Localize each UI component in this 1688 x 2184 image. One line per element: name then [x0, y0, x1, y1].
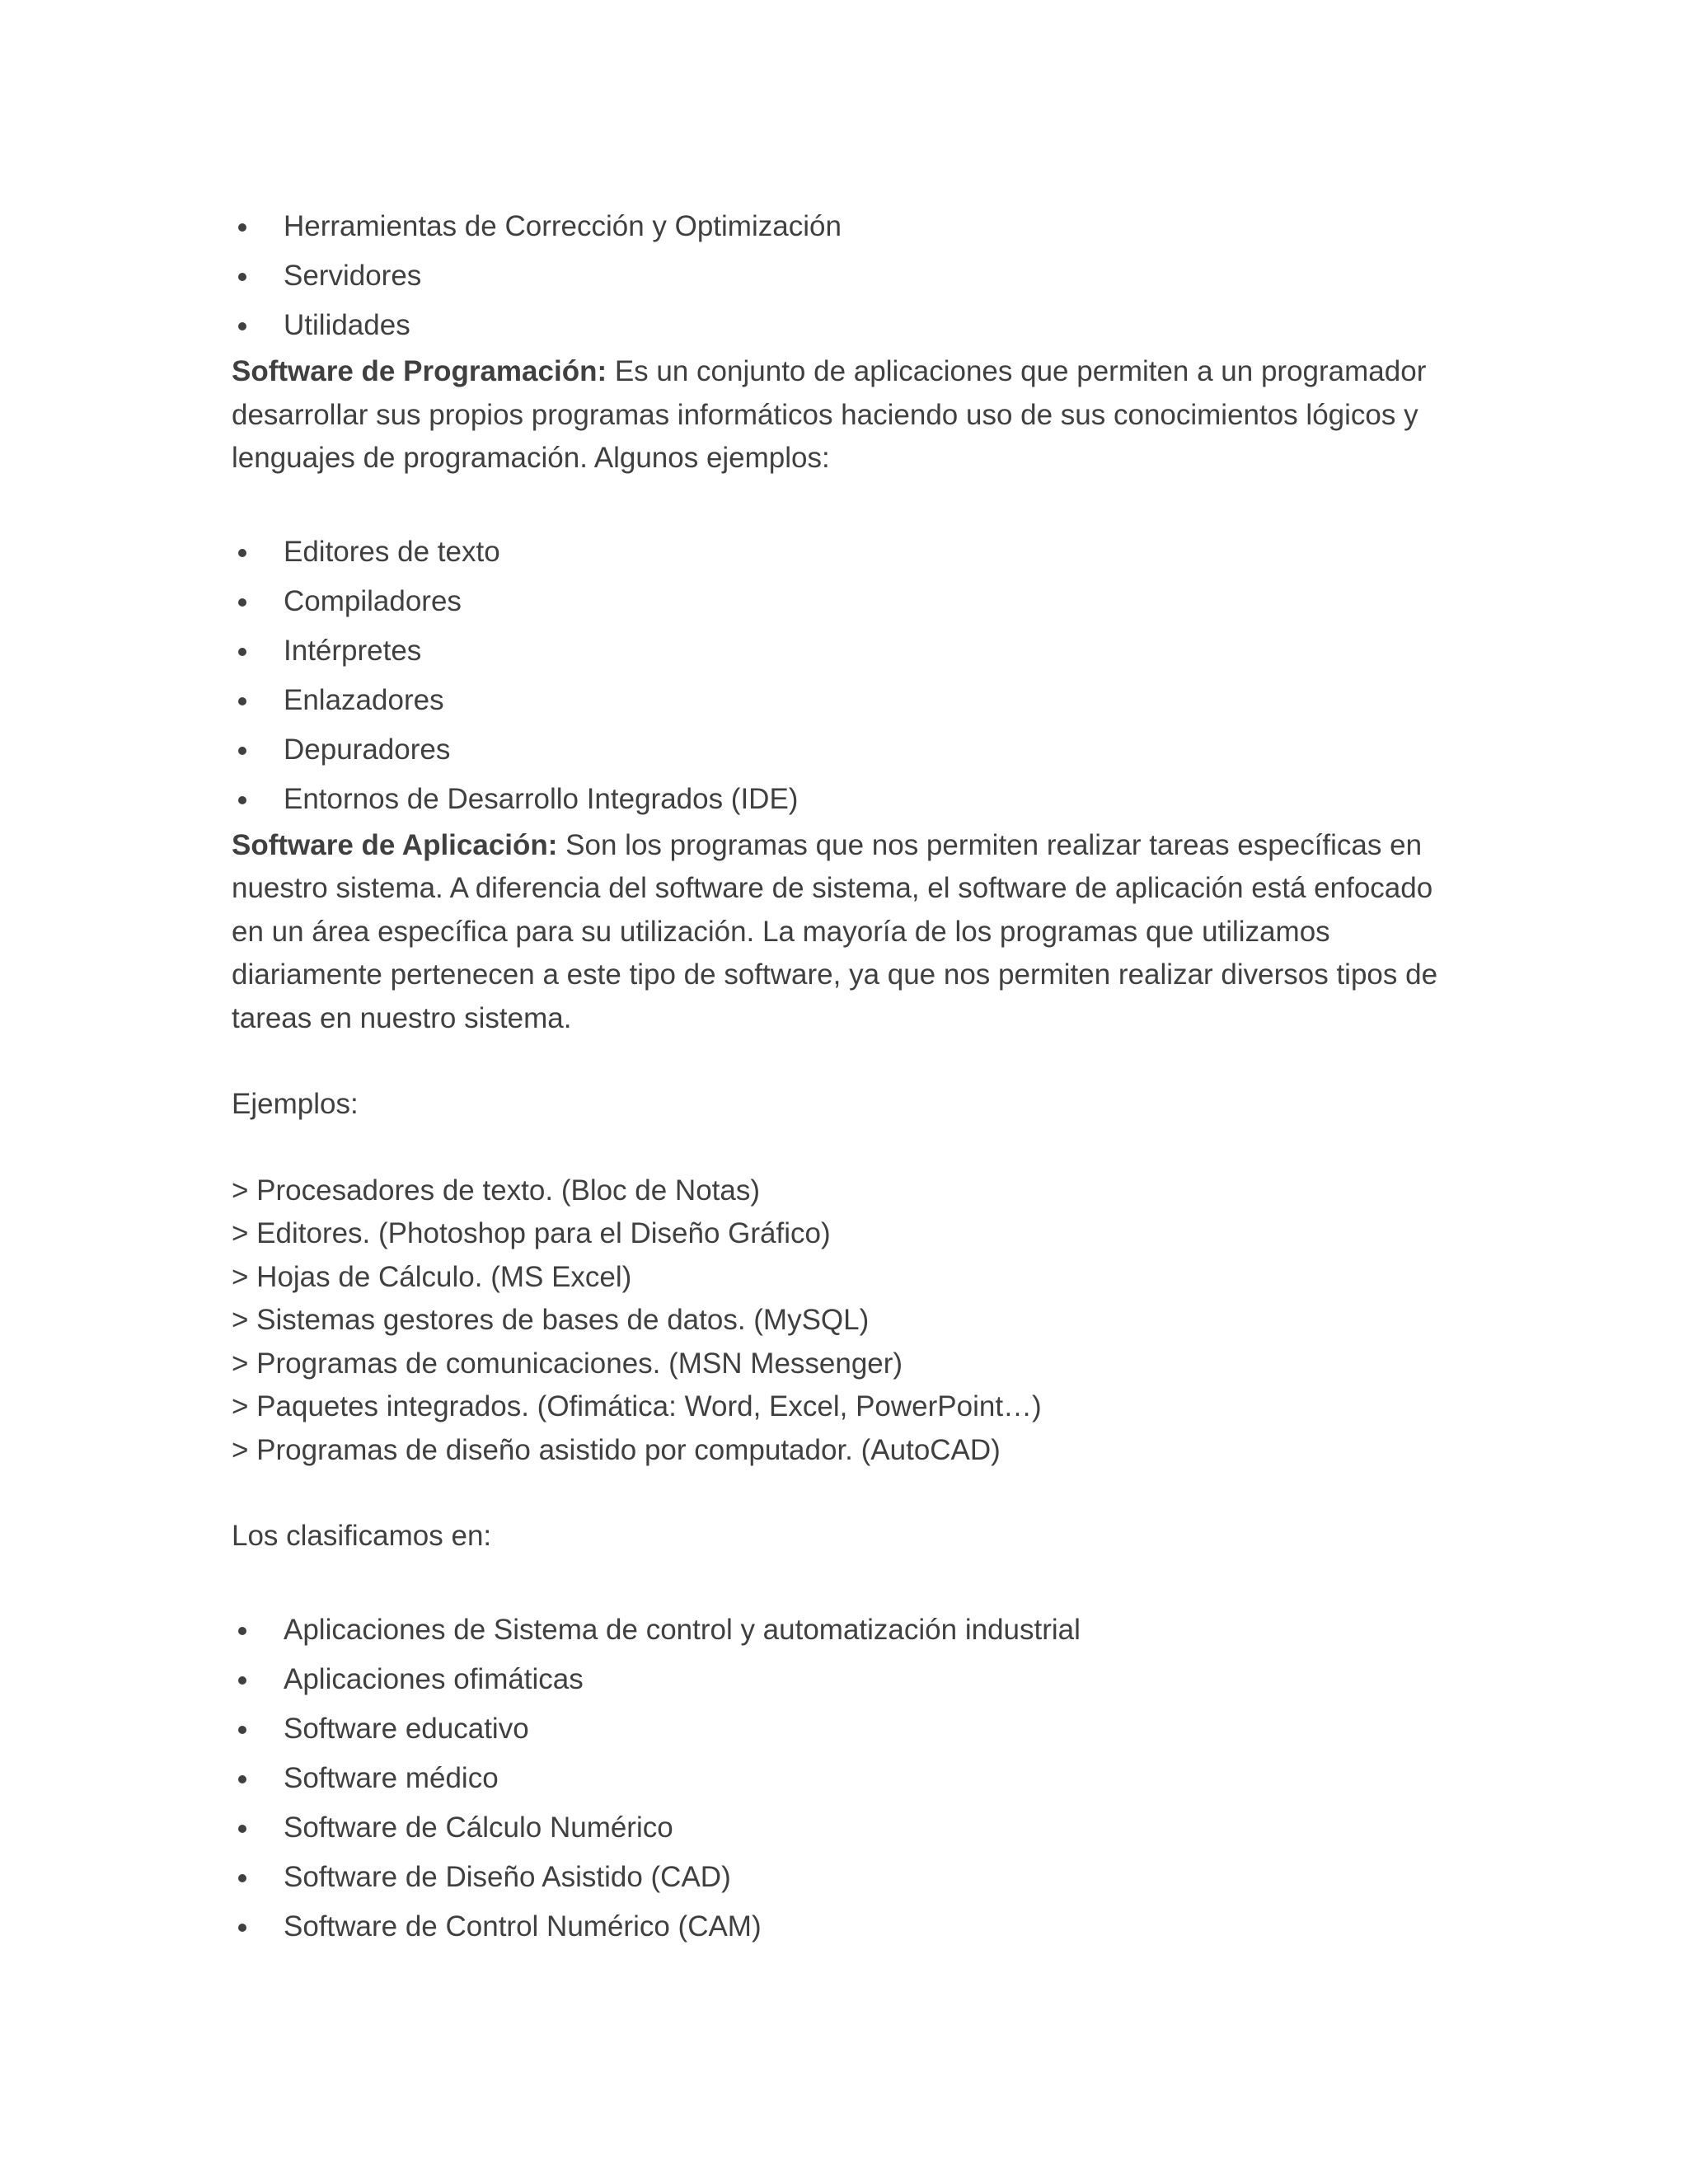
- list-item: Entornos de Desarrollo Integrados (IDE): [232, 775, 1468, 824]
- bullet-icon: [238, 1676, 246, 1685]
- list-item: Software educativo: [232, 1704, 1468, 1754]
- bullet-icon: [238, 1825, 246, 1833]
- programming-software-paragraph: [232, 350, 1468, 480]
- list-item: > Paquetes integrados. (Ofimática: Word, Excel, PowerPoint…): [232, 1390, 1042, 1422]
- software-tools-list: [232, 202, 1468, 350]
- list-item: Utilidades: [232, 301, 1468, 350]
- list-item: Aplicaciones ofimáticas: [232, 1655, 1468, 1704]
- bullet-icon: [238, 273, 246, 281]
- application-software-text: Son los programas que nos permiten realizar tareas específicas en nuestro sistema. A diferencia del software de sistema, el software de aplicación está enfocado en un área específica para su utilización. La mayoría de los programas que utilizamos diariamente pertenecen a este tipo de software, ya que nos permiten realizar diversos tipos de tareas en nuestro sistema.: [232, 828, 1438, 1034]
- examples-label: Ejemplos:: [232, 1088, 359, 1120]
- bullet-icon: [238, 1874, 246, 1882]
- list-item: > Procesadores de texto. (Bloc de Notas): [232, 1174, 761, 1207]
- list-item: Software médico: [232, 1754, 1468, 1803]
- list-item: Herramientas de Corrección y Optimización: [232, 202, 1468, 251]
- list-item: Depuradores: [232, 725, 1468, 775]
- programming-software-heading: Software de Programación:: [232, 355, 607, 387]
- bullet-icon: [238, 1726, 246, 1734]
- bullet-icon: [238, 747, 246, 755]
- classification-label: Los clasificamos en:: [232, 1520, 492, 1552]
- list-item: Software de Cálculo Numérico: [232, 1803, 1468, 1853]
- list-item: > Sistemas gestores de bases de datos. (MySQL): [232, 1304, 870, 1336]
- bullet-icon: [238, 1775, 246, 1783]
- bullet-icon: [238, 697, 246, 705]
- programming-software-text: Es un conjunto de aplicaciones que permiten a un programador desarrollar sus propios programas informáticos haciendo uso de sus conocimientos lógicos y lenguajes de programación. Algunos ejemplos:: [232, 355, 1427, 474]
- application-examples-list: [232, 1169, 1468, 1473]
- list-item: Software de Diseño Asistido (CAD): [232, 1853, 1468, 1902]
- list-item: Aplicaciones de Sistema de control y automatización industrial: [232, 1605, 1468, 1655]
- application-software-paragraph: [232, 824, 1468, 1041]
- list-item: Software de Control Numérico (CAM): [232, 1902, 1468, 1952]
- list-item: > Editores. (Photoshop para el Diseño Gráfico): [232, 1217, 831, 1249]
- programming-examples-list: [232, 527, 1468, 824]
- bullet-icon: [238, 1627, 246, 1635]
- bullet-icon: [238, 648, 246, 656]
- bullet-icon: [238, 598, 246, 607]
- list-item: > Programas de diseño asistido por computador. (AutoCAD): [232, 1433, 1001, 1466]
- bullet-icon: [238, 796, 246, 804]
- list-item: Enlazadores: [232, 676, 1468, 725]
- list-item: Servidores: [232, 251, 1468, 301]
- list-item: Intérpretes: [232, 626, 1468, 676]
- application-software-heading: Software de Aplicación:: [232, 828, 558, 861]
- application-categories-list: [232, 1605, 1468, 1952]
- document-content: [232, 202, 1468, 1952]
- list-item: Compiladores: [232, 577, 1468, 626]
- bullet-icon: [238, 1924, 246, 1932]
- bullet-icon: [238, 322, 246, 330]
- list-item: > Programas de comunicaciones. (MSN Messenger): [232, 1347, 903, 1380]
- list-item: Editores de texto: [232, 527, 1468, 577]
- list-item: > Hojas de Cálculo. (MS Excel): [232, 1260, 632, 1293]
- bullet-icon: [238, 549, 246, 557]
- bullet-icon: [238, 223, 246, 232]
